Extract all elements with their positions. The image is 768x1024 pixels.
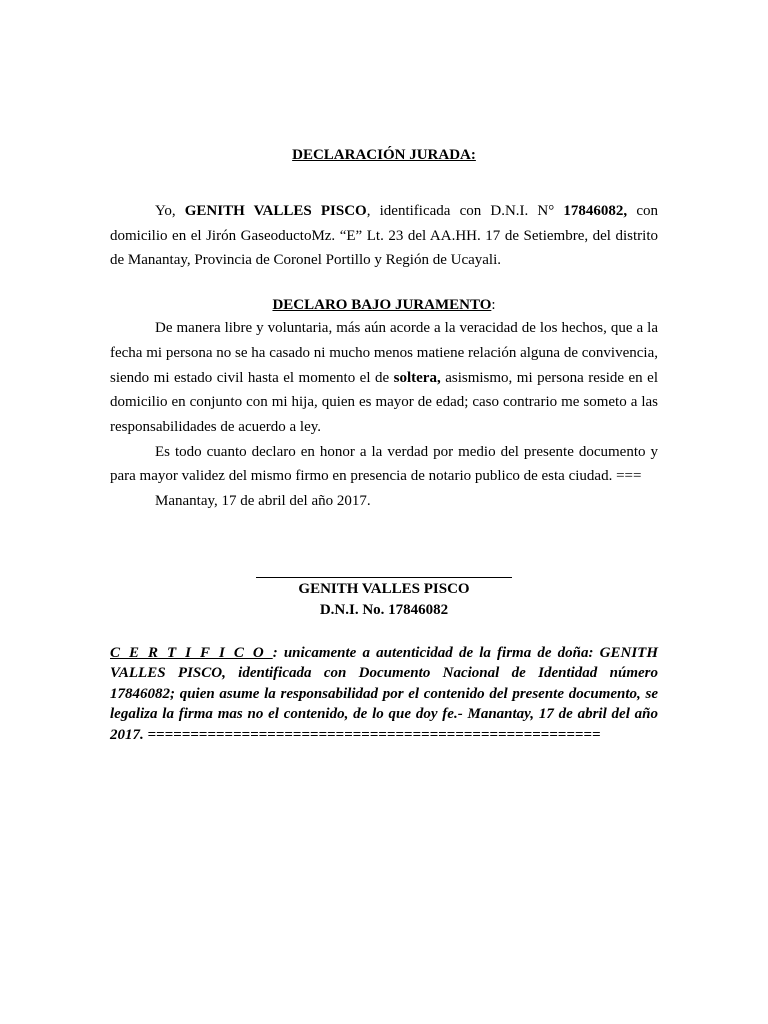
document-title: DECLARACIÓN JURADA: xyxy=(292,147,476,163)
certificate-text: : unicamente a autenticidad de la firma de doña: GENITH VALLES PISCO, identificada con Documento Nacional de Identidad número 17846082; quien asume la responsabilidad por el contenido del presente documento, se legaliza la firma mas no el contenido, de lo que doy fe.- Manantay, 17 de abril del año 2017. ===================================================== xyxy=(110,644,658,743)
civil-status: soltera, xyxy=(393,369,441,386)
intro-text-2: , identificada con D.N.I. N° xyxy=(366,203,564,219)
declaration-heading-colon: : xyxy=(491,297,496,314)
signature-dni: D.N.I. No. 17846082 xyxy=(319,601,449,618)
declaration-heading xyxy=(110,294,658,316)
body-text-1: De manera libre y voluntaria, más aún acorde a la veracidad de los hechos, que a la fecha mi persona no se ha casado ni mucho menos matiene relación alguna de convivencia, siendo mi estado civil hasta el momento el de xyxy=(110,320,658,386)
certificate-heading: CERTIFICO xyxy=(110,644,273,661)
place-date: Manantay, 17 de abril del año 2017. xyxy=(155,493,371,510)
intro-text-3: con domicilio en el Jirón GaseoductoMz. “E” Lt. 23 del AA.HH. 17 de Setiembre, del distrito de Manantay, Provincia de Coronel Portillo y Región de Ucayali. xyxy=(110,203,658,269)
document-content xyxy=(110,144,658,745)
notary-certificate xyxy=(110,643,658,746)
closing-paragraph: Es todo cuanto declaro en honor a la verdad por medio del presente documento y para mayor validez del mismo firmo en presencia de notario publico de esta ciudad. === xyxy=(110,443,658,485)
declaration-body-paragraph xyxy=(110,316,658,440)
declaration-heading-text: DECLARO BAJO JURAMENTO xyxy=(272,297,492,314)
body-text-2: asismismo, mi persona reside en el domicilio en conjunto con mi hija, quien es mayor de edad; caso contrario me someto a las responsabilidades de acuerdo a ley. xyxy=(110,369,658,435)
declarant-dni: 17846082, xyxy=(563,203,628,219)
intro-text-1: Yo, xyxy=(155,203,185,219)
intro-paragraph xyxy=(110,199,658,273)
declarant-name: GENITH VALLES PISCO xyxy=(184,203,367,219)
signature-block xyxy=(110,576,658,620)
signature-name: GENITH VALLES PISCO xyxy=(298,580,470,597)
signature-line xyxy=(256,576,512,578)
